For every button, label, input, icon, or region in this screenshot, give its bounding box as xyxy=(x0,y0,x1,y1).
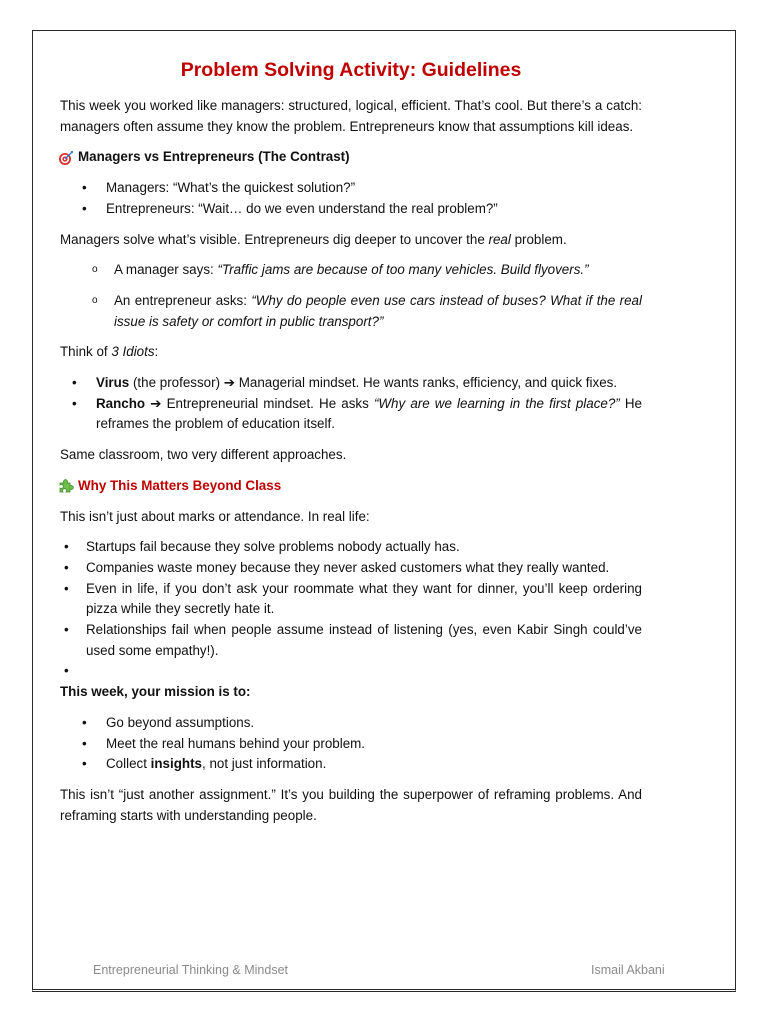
list-item: • Go beyond assumptions. xyxy=(60,713,642,734)
document-content xyxy=(60,58,642,836)
list-item: • Entrepreneurs: “Wait… do we even understand the real problem?” xyxy=(60,199,642,220)
mission-list xyxy=(60,713,642,775)
list-item-empty xyxy=(60,661,642,682)
puzzle-icon xyxy=(58,478,74,494)
target-icon xyxy=(58,150,74,166)
footer-course-name: Entrepreneurial Thinking & Mindset xyxy=(93,963,289,977)
same-classroom-paragraph: Same classroom, two very different approaches. xyxy=(60,447,347,463)
section-heading-why-text: Why This Matters Beyond Class xyxy=(78,477,282,493)
real-life-list xyxy=(60,537,642,682)
real-life-intro: This isn’t just about marks or attendance. In real life: xyxy=(60,508,370,524)
closing-paragraph: This isn’t “just another assignment.” It’s you building the superpower of reframing problems. And reframing starts with understanding people. xyxy=(60,786,642,823)
section-heading-contrast xyxy=(60,147,642,168)
list-item: • Meet the real humans behind your problem. xyxy=(60,734,642,755)
list-item: • Even in life, if you don’t ask your roommate what they want for dinner, you’ll keep ordering pizza while they secretly hate it. xyxy=(60,579,642,620)
mission-heading: This week, your mission is to: xyxy=(60,684,251,700)
section-heading-why xyxy=(60,476,642,497)
contrast-list xyxy=(60,178,642,219)
visible-problem-paragraph: Managers solve what’s visible. Entrepreneurs dig deeper to uncover the real problem. xyxy=(60,231,567,247)
arrow-right-icon: ➔ xyxy=(150,395,162,411)
list-item: o An entrepreneur asks: “Why do people even use cars instead of buses? What if the real issue is safety or comfort in public transport?” xyxy=(60,291,642,332)
list-item: • Collect insights, not just information. xyxy=(60,754,642,775)
think-of-line: Think of 3 Idiots: xyxy=(60,344,159,360)
document-title: Problem Solving Activity: Guidelines xyxy=(180,59,522,81)
intro-paragraph: This week you worked like managers: structured, logical, efficient. That’s cool. But there’s a catch: managers often assume they know the problem. Entrepreneurs know that assumptions kill ideas. xyxy=(60,98,642,134)
list-item-virus: • Virus (the professor) ➔ Managerial mindset. He wants ranks, efficiency, and quick fixes. xyxy=(60,373,642,394)
arrow-right-icon: ➔ xyxy=(223,375,235,391)
list-item: • Startups fail because they solve problems nobody actually has. xyxy=(60,537,642,558)
characters-list xyxy=(60,373,642,435)
list-item: • Relationships fail when people assume instead of listening (yes, even Kabir Singh could’ve used some empathy!). xyxy=(60,620,642,661)
list-item: • Companies waste money because they never asked customers what they really wanted. xyxy=(60,558,642,579)
list-item: o A manager says: “Traffic jams are because of too many vehicles. Build flyovers.” xyxy=(60,260,642,281)
footer-author: Ismail Akbani xyxy=(591,963,665,977)
section-heading-contrast-text: Managers vs Entrepreneurs (The Contrast) xyxy=(78,149,350,165)
list-item-rancho: • Rancho ➔ Entrepreneurial mindset. He asks “Why are we learning in the first place?” He reframes the problem of education itself. xyxy=(60,394,642,435)
list-item: • Managers: “What’s the quickest solution?” xyxy=(60,178,642,199)
example-sublist xyxy=(60,260,642,332)
